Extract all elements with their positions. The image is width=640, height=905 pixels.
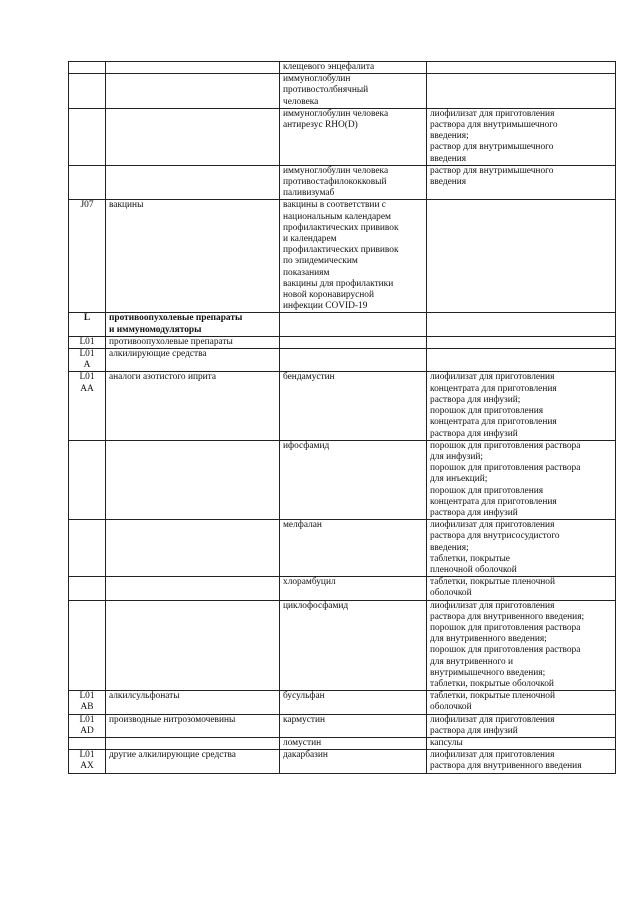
atc-code-cell: [69, 313, 106, 336]
cell-text-line: бендамустин: [283, 372, 335, 383]
cell-text-line: дакарбазин: [283, 750, 328, 761]
table-row: [69, 200, 616, 313]
cell-text-line: введения;: [430, 131, 469, 142]
cell-text-line: лиофилизат для приготовления: [430, 108, 555, 119]
table-row: [69, 165, 616, 200]
drug-name-cell: [280, 165, 427, 200]
cell-text-line: введения: [430, 177, 467, 188]
cell-text-line: лиофилизат для приготовления: [430, 600, 555, 611]
cell-text-line: противостолбнячный: [283, 85, 369, 96]
cell-text-line: хлорамбуцил: [283, 577, 336, 588]
cell-text-line: показаниям: [283, 267, 330, 278]
cell-text-line: иммуноглобулин человека: [283, 108, 389, 119]
dosage-form-cell: [427, 336, 616, 348]
cell-text-line: концентрата для приготовления: [430, 496, 557, 507]
cell-text-line: аналоги азотистого иприта: [109, 372, 217, 383]
group-name-cell: [106, 440, 280, 519]
cell-text-line: алкилирующие средства: [109, 349, 207, 360]
cell-text-line: раствора для инфузий: [430, 507, 518, 518]
drug-name-cell: [280, 313, 427, 336]
atc-code-cell: [69, 336, 106, 348]
cell-text-line: J07: [80, 200, 94, 211]
cell-text-line: вакцины для профилактики: [283, 278, 394, 289]
cell-text-line: для внутривенного введения;: [430, 634, 547, 645]
atc-code-cell: [69, 691, 106, 714]
dosage-form-cell: [427, 750, 616, 773]
atc-code-cell: [69, 577, 106, 600]
drug-name-cell: [280, 62, 427, 74]
cell-text-line: раствора для инфузий: [430, 725, 518, 736]
cell-text-line: алкилсульфонаты: [109, 691, 180, 702]
cell-text-line: введения: [430, 153, 467, 164]
drug-name-cell: [280, 74, 427, 109]
cell-text-line: оболочкой: [430, 702, 472, 713]
table-row: [69, 372, 616, 440]
atc-code-cell: [69, 750, 106, 773]
drug-name-cell: [280, 349, 427, 372]
drug-list-body: [69, 62, 616, 774]
group-name-cell: [106, 349, 280, 372]
cell-text-line: паливизумаб: [283, 188, 335, 199]
cell-text-line: новой коронавирусной: [283, 290, 375, 301]
table-row: [69, 750, 616, 773]
cell-text-line: порошок для приготовления: [430, 485, 544, 496]
drug-name-cell: [280, 440, 427, 519]
cell-text-line: раствор для внутримышечного: [430, 165, 554, 176]
cell-text-line: A: [83, 360, 91, 371]
cell-text-line: порошок для приготовления раствора: [430, 440, 581, 451]
dosage-form-cell: [427, 74, 616, 109]
cell-text-line: национальным календарем: [283, 211, 391, 222]
atc-code-cell: [69, 349, 106, 372]
cell-text-line: лиофилизат для приготовления: [430, 750, 555, 761]
table-row: [69, 349, 616, 372]
drug-name-cell: [280, 714, 427, 737]
drug-name-cell: [280, 737, 427, 749]
cell-text-line: пленочной оболочкой: [430, 564, 517, 575]
cell-text-line: L01: [79, 336, 95, 347]
cell-text-line: раствор для внутримышечного: [430, 142, 554, 153]
cell-text-line: вакцины в соответствии с: [283, 200, 386, 211]
dosage-form-cell: [427, 372, 616, 440]
table-row: [69, 714, 616, 737]
cell-text-line: иммуноглобулин: [283, 74, 351, 85]
atc-code-cell: [69, 200, 106, 313]
atc-code-cell: [69, 62, 106, 74]
cell-text-line: концентрата для приготовления: [430, 383, 557, 394]
dosage-form-cell: [427, 714, 616, 737]
atc-code-cell: [69, 600, 106, 691]
cell-text-line: раствора для внутривенного введения: [430, 761, 582, 772]
table-row: [69, 737, 616, 749]
cell-text-line: L01: [79, 750, 95, 761]
group-name-cell: [106, 600, 280, 691]
cell-text-line: другие алкилирующие средства: [109, 750, 236, 761]
cell-text-line: капсулы: [430, 737, 463, 748]
group-name-cell: [106, 62, 280, 74]
dosage-form-cell: [427, 691, 616, 714]
atc-code-cell: [69, 440, 106, 519]
cell-text-line: L01: [79, 691, 95, 702]
cell-text-line: таблетки, покрытые оболочкой: [430, 678, 554, 689]
cell-text-line: кармустин: [283, 714, 326, 725]
cell-text-line: бусульфан: [283, 691, 325, 702]
cell-text-line: AA: [80, 383, 94, 394]
table-row: [69, 440, 616, 519]
cell-text-line: человека: [283, 96, 319, 107]
dosage-form-cell: [427, 165, 616, 200]
dosage-form-cell: [427, 737, 616, 749]
table-row: [69, 108, 616, 165]
atc-code-cell: [69, 108, 106, 165]
table-row: [69, 62, 616, 74]
cell-text-line: антирезус RHO(D): [283, 120, 358, 131]
cell-text-line: раствора для инфузий;: [430, 394, 521, 405]
cell-text-line: порошок для приготовления раствора: [430, 645, 581, 656]
group-name-cell: [106, 691, 280, 714]
cell-text-line: порошок для приготовления: [430, 406, 544, 417]
cell-text-line: раствора для инфузий: [430, 428, 518, 439]
cell-text-line: внутримышечного введения;: [430, 667, 546, 678]
table-row: [69, 691, 616, 714]
cell-text-line: по эпидемическим: [283, 256, 358, 267]
cell-text-line: таблетки, покрытые пленочной: [430, 577, 556, 588]
cell-text-line: порошок для приготовления раствора: [430, 463, 581, 474]
group-name-cell: [106, 750, 280, 773]
cell-text-line: для инъекций;: [430, 474, 488, 485]
cell-text-line: мелфалан: [283, 520, 322, 531]
group-name-cell: [106, 313, 280, 336]
cell-text-line: раствора для внутримышечного: [430, 120, 558, 131]
drug-name-cell: [280, 336, 427, 348]
dosage-form-cell: [427, 577, 616, 600]
group-name-cell: [106, 165, 280, 200]
dosage-form-cell: [427, 600, 616, 691]
cell-text-line: инфекции COVID-19: [283, 301, 368, 312]
dosage-form-cell: [427, 440, 616, 519]
drug-name-cell: [280, 200, 427, 313]
group-name-cell: [106, 74, 280, 109]
atc-code-cell: [69, 74, 106, 109]
cell-text-line: L01: [79, 714, 95, 725]
cell-text-line: иммуноглобулин человека: [283, 165, 389, 176]
atc-code-cell: [69, 737, 106, 749]
cell-text-line: циклофосфамид: [283, 600, 349, 611]
cell-text-line: лиофилизат для приготовления: [430, 372, 555, 383]
cell-text-line: для внутривенного и: [430, 656, 514, 667]
cell-text-line: противоопухолевые препараты: [109, 313, 243, 324]
dosage-form-cell: [427, 313, 616, 336]
cell-text-line: для инфузий;: [430, 451, 484, 462]
cell-text-line: AD: [80, 725, 94, 736]
cell-text-line: производные нитрозомочевины: [109, 714, 236, 725]
drug-name-cell: [280, 577, 427, 600]
dosage-form-cell: [427, 108, 616, 165]
group-name-cell: [106, 108, 280, 165]
atc-code-cell: [69, 714, 106, 737]
cell-text-line: порошок для приготовления раствора: [430, 622, 581, 633]
group-name-cell: [106, 200, 280, 313]
drug-name-cell: [280, 108, 427, 165]
cell-text-line: и календарем: [283, 234, 337, 245]
cell-text-line: L01: [79, 372, 95, 383]
cell-text-line: и иммуномодуляторы: [109, 324, 202, 335]
drug-list-table: [68, 61, 616, 774]
cell-text-line: L: [83, 313, 91, 324]
group-name-cell: [106, 520, 280, 577]
drug-name-cell: [280, 691, 427, 714]
cell-text-line: клещевого энцефалита: [283, 62, 375, 72]
dosage-form-cell: [427, 520, 616, 577]
cell-text-line: профилактических прививок: [283, 222, 399, 233]
table-row: [69, 577, 616, 600]
dosage-form-cell: [427, 349, 616, 372]
table-row: [69, 336, 616, 348]
cell-text-line: AB: [80, 702, 94, 713]
table-row: [69, 520, 616, 577]
drug-name-cell: [280, 600, 427, 691]
table-row: [69, 313, 616, 336]
cell-text-line: раствора для внутривенного введения;: [430, 611, 585, 622]
group-name-cell: [106, 336, 280, 348]
cell-text-line: таблетки, покрытые пленочной: [430, 691, 556, 702]
cell-text-line: введения;: [430, 542, 469, 553]
drug-name-cell: [280, 372, 427, 440]
cell-text-line: L01: [79, 349, 95, 360]
group-name-cell: [106, 372, 280, 440]
table-row: [69, 74, 616, 109]
group-name-cell: [106, 737, 280, 749]
group-name-cell: [106, 714, 280, 737]
dosage-form-cell: [427, 200, 616, 313]
cell-text-line: профилактических прививок: [283, 245, 399, 256]
cell-text-line: противостафилококковый: [283, 177, 387, 188]
cell-text-line: раствора для внутрисосудистого: [430, 531, 560, 542]
atc-code-cell: [69, 165, 106, 200]
cell-text-line: лиофилизат для приготовления: [430, 520, 555, 531]
cell-text-line: таблетки, покрытые: [430, 553, 510, 564]
group-name-cell: [106, 577, 280, 600]
dosage-form-cell: [427, 62, 616, 74]
cell-text-line: оболочкой: [430, 588, 472, 599]
cell-text-line: противоопухолевые препараты: [109, 336, 233, 347]
drug-name-cell: [280, 750, 427, 773]
cell-text-line: вакцины: [109, 200, 144, 211]
cell-text-line: ифосфамид: [283, 440, 330, 451]
atc-code-cell: [69, 372, 106, 440]
table-row: [69, 600, 616, 691]
cell-text-line: AX: [80, 761, 94, 772]
drug-name-cell: [280, 520, 427, 577]
cell-text-line: лиофилизат для приготовления: [430, 714, 555, 725]
cell-text-line: концентрата для приготовления: [430, 417, 557, 428]
atc-code-cell: [69, 520, 106, 577]
cell-text-line: ломустин: [283, 737, 322, 748]
